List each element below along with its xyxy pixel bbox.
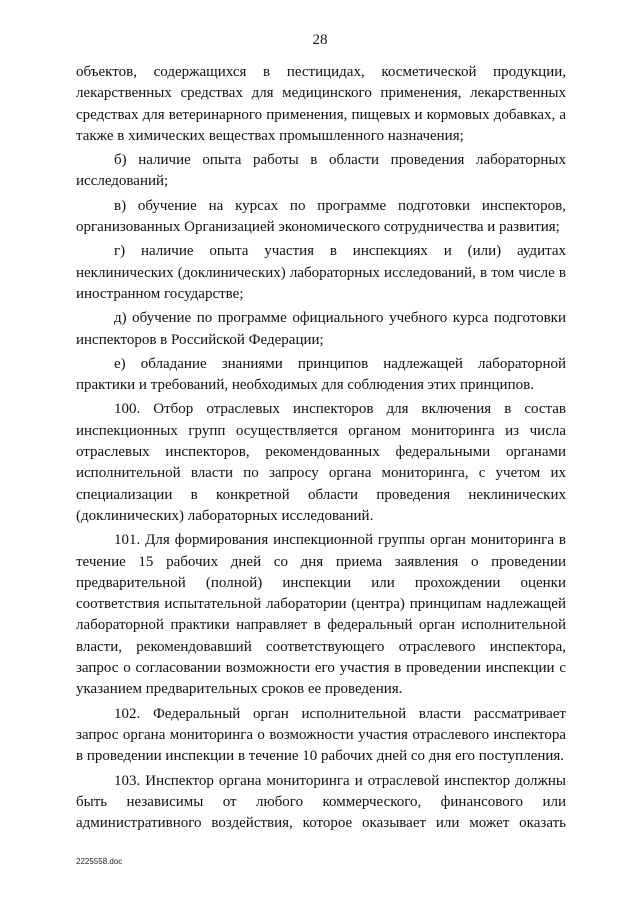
file-reference: 2225558.doc [76, 857, 123, 866]
paragraph-item-e: е) обладание знаниями принципов надлежащей лабораторной практики и требований, необходимых для соблюдения этих принципов. [76, 355, 566, 394]
paragraph-101: 101. Для формирования инспекционной группы орган мониторинга в течение 15 рабочих дней со дня приема заявления о проведении предварительной (полной) инспекции или прохождении оценки соответствия испытательной лаборатории (центра) принципам надлежащей лабораторной практики направляет в федеральный орган исполнительной власти, рекомендовавший соответствующего отраслевого инспектора, запрос о согласовании возможности его участия в проведении инспекции с указанием предварительных сроков ее проведения. [76, 532, 566, 698]
page-number: 28 [312, 32, 328, 48]
paragraph-continuation: объектов, содержащихся в пестицидах, косметической продукции, лекарственных средствах для медицинского применения, лекарственных средствах для ветеринарного применения, пищевых и кормовых добавках, а также в химических веществах промышленного назначения; [76, 64, 566, 144]
paragraph-100: 100. Отбор отраслевых инспекторов для включения в состав инспекционных групп осуществляется органом мониторинга из числа отраслевых инспекторов, рекомендованных федеральными органами исполнительной власти по запросу органа мониторинга, с учетом их специализации в конкретной области проведения неклинических (доклинических) лабораторных исследований. [76, 401, 566, 524]
paragraph-item-b: б) наличие опыта работы в области проведения лабораторных исследований; [76, 152, 566, 190]
paragraph-item-v: в) обучение на курсах по программе подготовки инспекторов, организованных Организацией экономического сотрудничества и развития; [76, 197, 566, 236]
paragraph-item-d: д) обучение по программе официального учебного курса подготовки инспекторов в Российской Федерации; [76, 310, 566, 348]
paragraph-item-g: г) наличие опыта участия в инспекциях и (или) аудитах неклинических (доклинических) лабораторных исследований, в том числе в иностранном государстве; [76, 243, 566, 302]
paragraph-103: 103. Инспектор органа мониторинга и отраслевой инспектор должны быть независимы от любого коммерческого, финансового или административного воздействия, которое оказывает или может оказать [76, 772, 566, 832]
paragraph-102: 102. Федеральный орган исполнительной власти рассматривает запрос органа мониторинга о возможности участия отраслевого инспектора в проведении инспекции в течение 10 рабочих дней со дня его поступления. [76, 705, 566, 765]
document-body [76, 62, 566, 837]
